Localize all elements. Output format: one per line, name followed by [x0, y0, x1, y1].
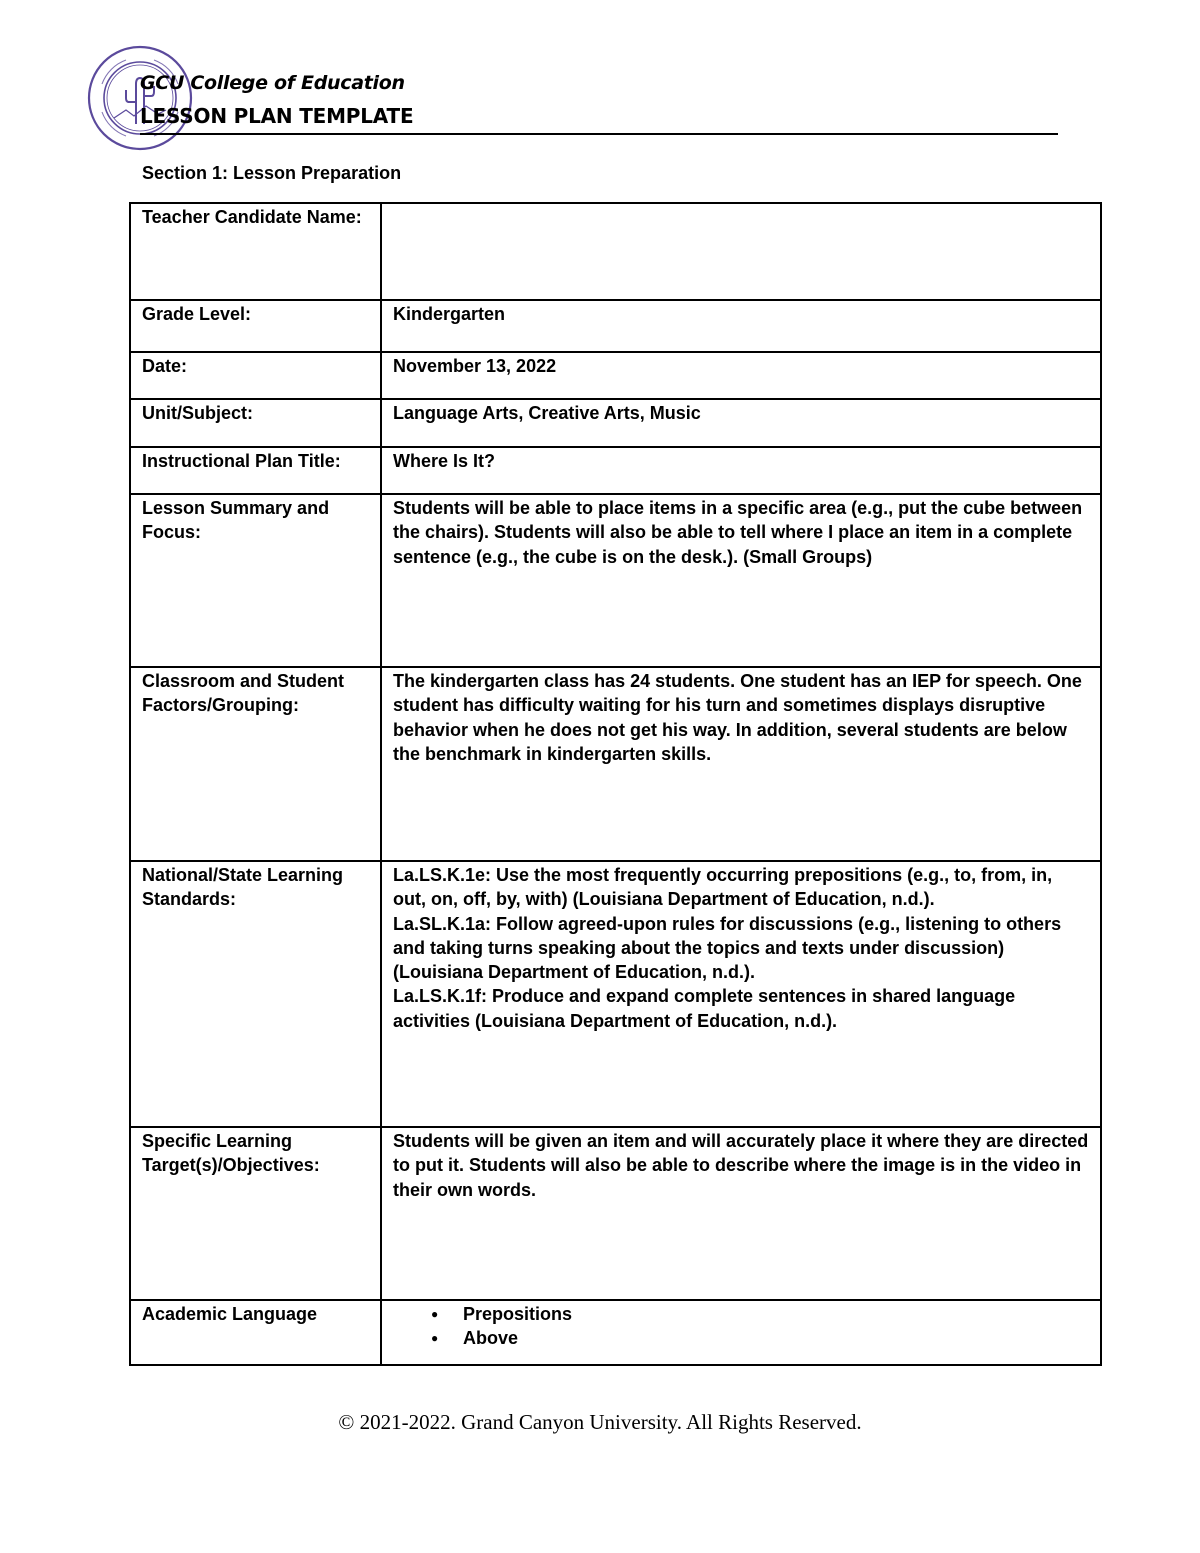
value-teacher-name[interactable]: [381, 203, 1101, 300]
table-row: [130, 300, 1101, 352]
value-unit-subject[interactable]: Language Arts, Creative Arts, Music: [381, 399, 1101, 447]
table-row: [130, 203, 1101, 300]
academic-language-list: [393, 1302, 1090, 1351]
gcu-seal-logo: [86, 44, 194, 152]
value-date[interactable]: November 13, 2022: [381, 352, 1101, 399]
table-row: [130, 1127, 1101, 1300]
label-classroom-factors: Classroom and Student Factors/Grouping:: [130, 667, 381, 861]
lesson-plan-table: [129, 202, 1102, 1366]
copyright-footer: © 2021-2022. Grand Canyon University. All Rights Reserved.: [338, 1410, 862, 1434]
template-title: LESSON PLAN TEMPLATE: [140, 104, 414, 128]
value-classroom-factors[interactable]: The kindergarten class has 24 students. One student has an IEP for speech. One student has difficulty waiting for his turn and sometimes displays disruptive behavior when he does not get his way. In addition, several students are below the benchmark in kindergarten skills.: [381, 667, 1101, 861]
value-standards[interactable]: [381, 861, 1101, 1127]
label-objectives: Specific Learning Target(s)/Objectives:: [130, 1127, 381, 1300]
label-date: Date:: [130, 352, 381, 399]
standard-item: La.SL.K.1a: Follow agreed-upon rules for discussions (e.g., listening to others and taking turns speaking about the topics and texts under discussion) (Louisiana Department of Education, n.d.).: [393, 913, 1062, 983]
table-row: [130, 399, 1101, 447]
value-summary[interactable]: Students will be able to place items in a specific area (e.g., put the cube between the chairs). Students will also be able to tell where I place an item in a complete sentence (e.g., the cube is on the desk.). (Small Groups): [381, 494, 1101, 667]
table-row: [130, 494, 1101, 667]
label-unit-subject: Unit/Subject:: [130, 399, 381, 447]
value-academic-language[interactable]: [381, 1300, 1101, 1365]
table-row: [130, 667, 1101, 861]
list-item: ● Above: [431, 1326, 1090, 1350]
college-name: GCU College of Education: [140, 72, 405, 94]
value-plan-title[interactable]: Where Is It?: [381, 447, 1101, 494]
value-objectives[interactable]: Students will be given an item and will accurately place it where they are directed to put it. Students will also be able to describe where the image is in the video in their own words.: [381, 1127, 1101, 1300]
label-academic-language: Academic Language: [130, 1300, 381, 1365]
table-row: [130, 352, 1101, 399]
table-row: [130, 861, 1101, 1127]
label-grade-level: Grade Level:: [130, 300, 381, 352]
value-grade-level[interactable]: Kindergarten: [381, 300, 1101, 352]
label-plan-title: Instructional Plan Title:: [130, 447, 381, 494]
header-divider: [140, 133, 1058, 135]
label-standards: National/State Learning Standards:: [130, 861, 381, 1127]
label-summary: Lesson Summary and Focus:: [130, 494, 381, 667]
list-item: ● Prepositions: [431, 1302, 1090, 1326]
standard-item: La.LS.K.1e: Use the most frequently occurring prepositions (e.g., to, from, in, out, on, off, by, with) (Louisiana Department of Education, n.d.).: [393, 865, 1053, 910]
label-teacher-name: Teacher Candidate Name:: [130, 203, 381, 300]
table-row: [130, 447, 1101, 494]
section-title: Section 1: Lesson Preparation: [142, 163, 402, 183]
table-row: [130, 1300, 1101, 1365]
standard-item: La.LS.K.1f: Produce and expand complete sentences in shared language activities (Louisiana Department of Education, n.d.).: [393, 986, 1016, 1031]
